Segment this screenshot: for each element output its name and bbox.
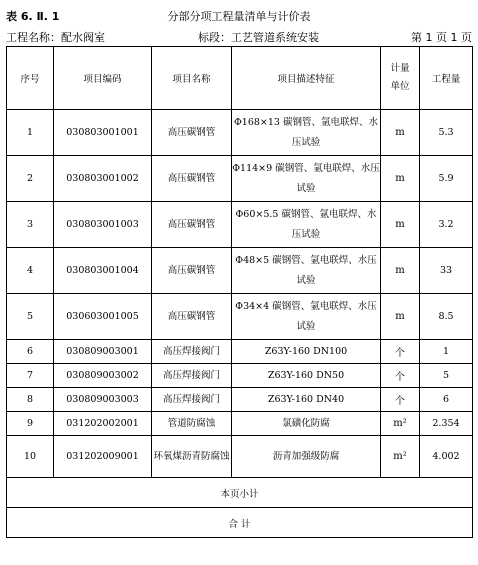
total-row <box>7 508 473 538</box>
item-quantity: 5 <box>420 364 473 388</box>
item-unit: 个 <box>381 388 420 412</box>
item-quantity: 5.3 <box>420 110 473 156</box>
item-description: 氯磺化防腐 <box>232 412 381 436</box>
row-number: 6 <box>7 340 54 364</box>
col-header-name: 项目名称 <box>152 47 232 110</box>
item-quantity: 2.354 <box>420 412 473 436</box>
row-number: 10 <box>7 436 54 478</box>
row-number: 9 <box>7 412 54 436</box>
table-row <box>7 248 473 294</box>
item-code: 030803001001 <box>54 110 152 156</box>
item-quantity: 8.5 <box>420 294 473 340</box>
row-number: 1 <box>7 110 54 156</box>
col-header-qty: 工程量 <box>420 47 473 110</box>
item-unit: 个 <box>381 340 420 364</box>
row-number: 7 <box>7 364 54 388</box>
item-name: 高压碳钢管 <box>152 110 232 156</box>
header-row <box>7 47 473 110</box>
project-name: 工程名称：配水阀室 <box>6 31 105 44</box>
item-description: Φ168×13 碳钢管、氩电联焊、水压试验 <box>232 110 381 156</box>
item-unit: m <box>381 202 420 248</box>
item-code: 030603001005 <box>54 294 152 340</box>
row-number: 3 <box>7 202 54 248</box>
item-quantity: 1 <box>420 340 473 364</box>
table-row <box>7 412 473 436</box>
table-row <box>7 110 473 156</box>
item-name: 高压焊接阀门 <box>152 388 232 412</box>
table-row <box>7 388 473 412</box>
item-code: 030809003001 <box>54 340 152 364</box>
item-name: 环氧煤沥青防腐蚀 <box>152 436 232 478</box>
item-description: Z63Y-160 DN100 <box>232 340 381 364</box>
item-code: 030803001002 <box>54 156 152 202</box>
section-name: 标段：工艺管道系统安装 <box>198 31 319 44</box>
item-description: Z63Y-160 DN40 <box>232 388 381 412</box>
col-header-code: 项目编码 <box>54 47 152 110</box>
item-description: 沥青加强级防腐 <box>232 436 381 478</box>
table-row <box>7 436 473 478</box>
item-code: 031202002001 <box>54 412 152 436</box>
table-row <box>7 364 473 388</box>
table-row <box>7 156 473 202</box>
item-quantity: 33 <box>420 248 473 294</box>
item-unit: m² <box>381 412 420 436</box>
item-name: 高压碳钢管 <box>152 156 232 202</box>
item-name: 高压焊接阀门 <box>152 364 232 388</box>
row-number: 4 <box>7 248 54 294</box>
page-indicator: 第 1 页 1 页 <box>411 31 472 44</box>
item-name: 高压碳钢管 <box>152 248 232 294</box>
row-number: 2 <box>7 156 54 202</box>
item-description: Φ60×5.5 碳钢管、氩电联焊、水压试验 <box>232 202 381 248</box>
item-unit: m <box>381 156 420 202</box>
table-row <box>7 294 473 340</box>
item-description: Φ34×4 碳钢管、氩电联焊、水压试验 <box>232 294 381 340</box>
item-name: 高压碳钢管 <box>152 202 232 248</box>
item-unit: m <box>381 110 420 156</box>
item-description: Φ48×5 碳钢管、氩电联焊、水压试验 <box>232 248 381 294</box>
col-header-unit: 计量单位 <box>381 47 420 110</box>
item-name: 高压焊接阀门 <box>152 340 232 364</box>
item-name: 高压碳钢管 <box>152 294 232 340</box>
item-quantity: 6 <box>420 388 473 412</box>
item-description: Φ114×9 碳钢管、氩电联焊、水压试验 <box>232 156 381 202</box>
item-code: 030809003002 <box>54 364 152 388</box>
item-code: 030803001003 <box>54 202 152 248</box>
col-header-no: 序号 <box>7 47 54 110</box>
row-number: 5 <box>7 294 54 340</box>
total-label: 合 计 <box>7 508 473 538</box>
item-name: 管道防腐蚀 <box>152 412 232 436</box>
table-row <box>7 340 473 364</box>
item-quantity: 3.2 <box>420 202 473 248</box>
item-code: 031202009001 <box>54 436 152 478</box>
item-code: 030803001004 <box>54 248 152 294</box>
subtotal-row <box>7 478 473 508</box>
item-description: Z63Y-160 DN50 <box>232 364 381 388</box>
bill-of-quantities-table <box>6 46 473 538</box>
item-code: 030809003003 <box>54 388 152 412</box>
subtotal-label: 本页小计 <box>7 478 473 508</box>
item-quantity: 4.002 <box>420 436 473 478</box>
row-number: 8 <box>7 388 54 412</box>
item-unit: m <box>381 248 420 294</box>
item-unit: m² <box>381 436 420 478</box>
item-quantity: 5.9 <box>420 156 473 202</box>
item-unit: 个 <box>381 364 420 388</box>
caption-label: 表 6. Ⅱ. 1 <box>6 10 60 23</box>
col-header-desc: 项目描述特征 <box>232 47 381 110</box>
table-title: 分部分项工程量清单与计价表 <box>167 10 311 23</box>
item-unit: m <box>381 294 420 340</box>
table-row <box>7 202 473 248</box>
